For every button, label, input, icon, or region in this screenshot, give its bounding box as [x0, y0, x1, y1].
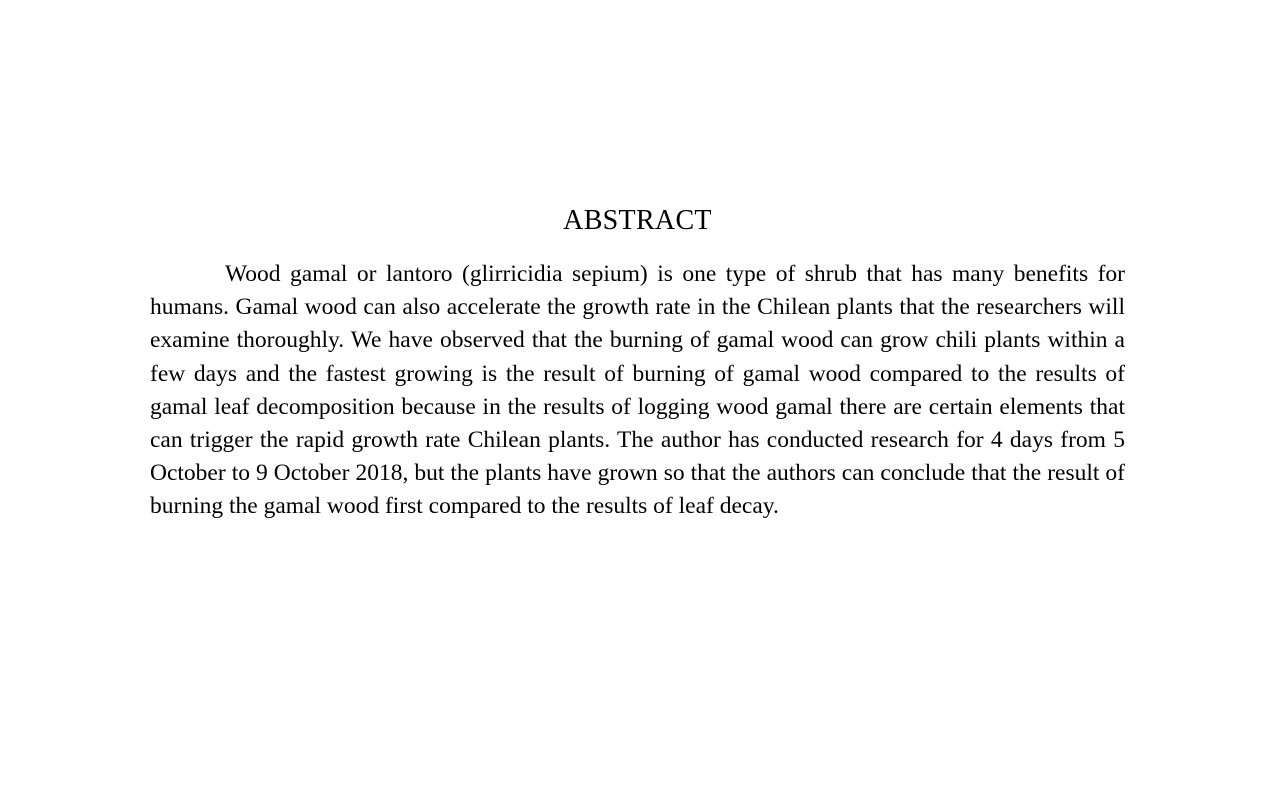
abstract-heading: ABSTRACT [563, 205, 712, 236]
abstract-paragraph: Wood gamal or lantoro (glirricidia sepium) is one type of shrub that has many benefits for humans. Gamal wood can also accelerate the growth rate in the Chilean plants that the researchers will examine thoroughly. We have observed that the burning of gamal wood can grow chili plants within a few days and the fastest growing is the result of burning of gamal wood compared to the results of gamal leaf decomposition because in the results of logging wood gamal there are certain elements that can trigger the rapid growth rate Chilean plants. The author has conducted research for 4 days from 5 October to 9 October 2018, but the plants have grown so that the authors can conclude that the result of burning the gamal wood first compared to the results of leaf decay. [150, 261, 1125, 520]
abstract-section [150, 203, 1125, 524]
